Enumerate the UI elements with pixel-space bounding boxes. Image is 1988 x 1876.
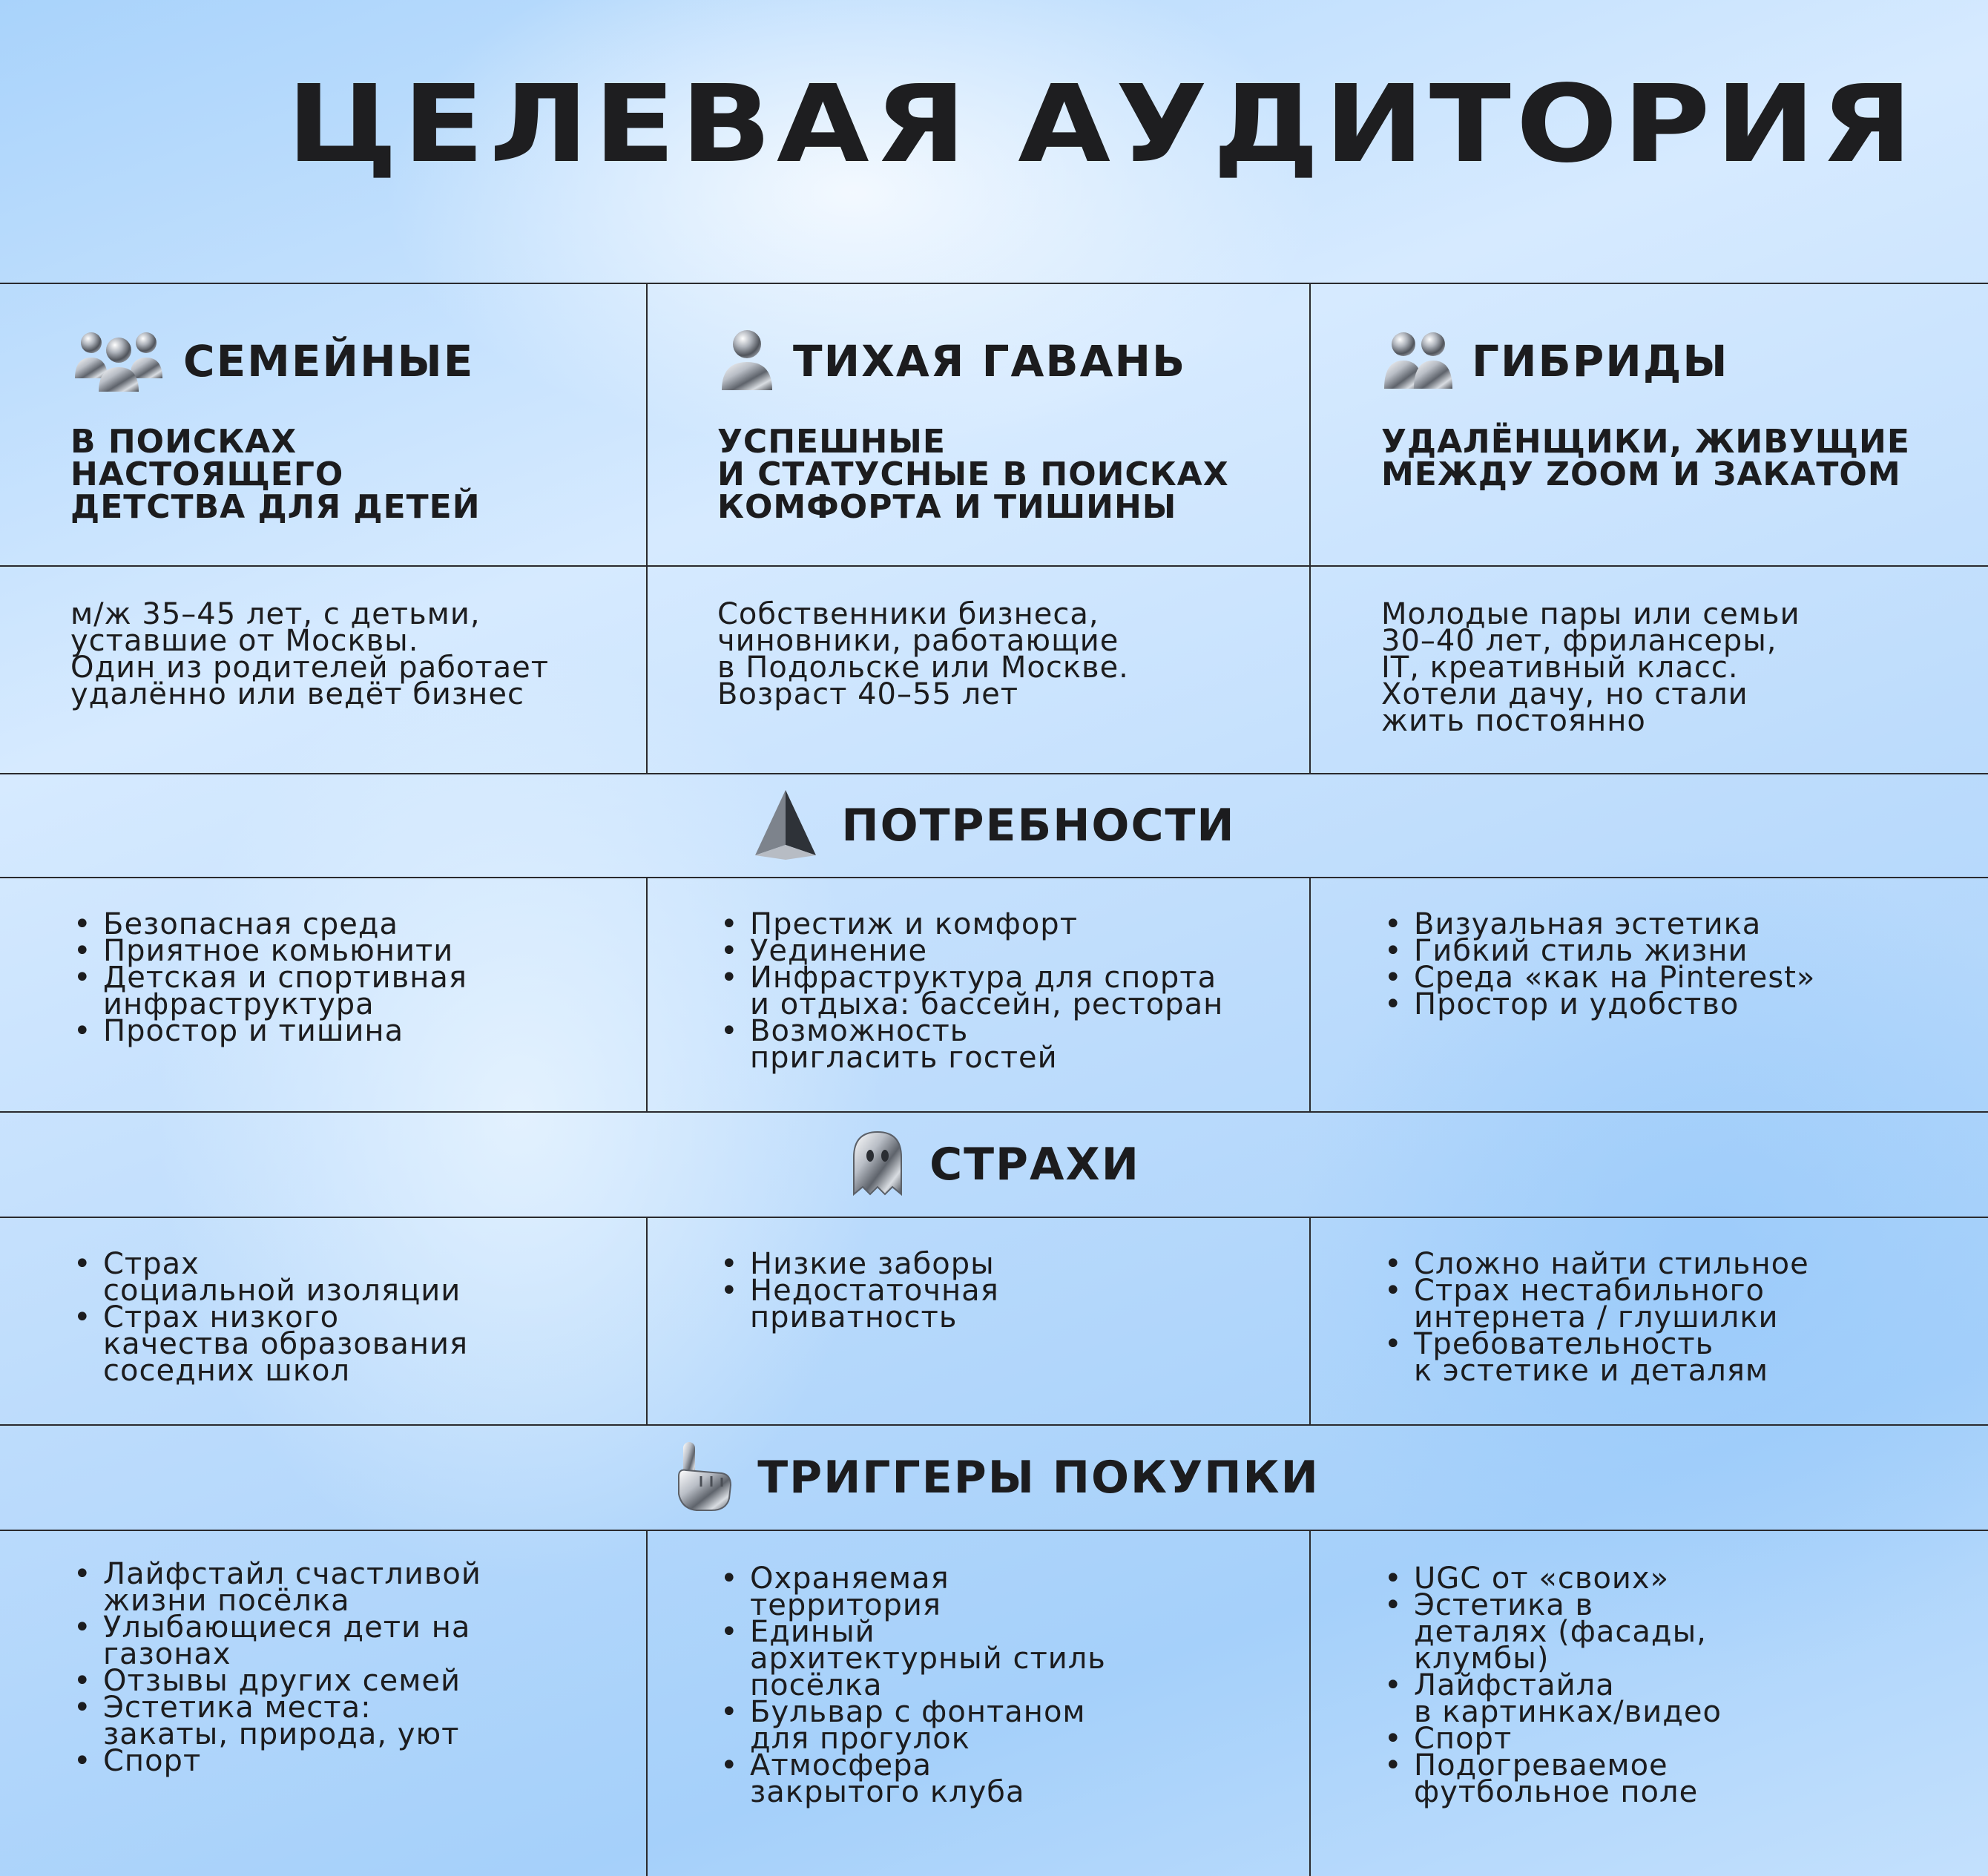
list-item: • Недостаточная приватность <box>717 1277 1303 1331</box>
column-divider <box>1309 1530 1311 1876</box>
divider <box>0 877 1988 878</box>
audience-subtitle: УСПЕШНЫЕ И СТАТУСНЫЕ В ПОИСКАХ КОМФОРТА И ТИШИНЫ <box>717 423 1229 526</box>
list-item: • Страх социальной изоляции <box>70 1251 642 1304</box>
list-item: • Сложно найти стильное <box>1381 1251 1982 1277</box>
divider <box>0 565 1988 567</box>
column-divider <box>646 283 648 774</box>
list-item: • Охраняемая территория <box>717 1565 1303 1619</box>
audience-name: СЕМЕЙНЫЕ <box>183 336 475 386</box>
list-item: • Безопасная среда <box>70 911 642 938</box>
triggers-column-family <box>70 1557 642 1778</box>
list-item: • Лайфстайл счастливой жизни посёлка <box>70 1561 642 1614</box>
list-item: • Гибкий стиль жизни <box>1381 938 1982 964</box>
section-header-needs <box>0 774 1988 877</box>
list-item: • Спорт <box>1381 1725 1982 1752</box>
list-item: • Уединение <box>717 938 1303 964</box>
column-divider <box>1309 1217 1311 1425</box>
list-item: • Спорт <box>70 1748 642 1774</box>
list-item: • Единый архитектурный стиль посёлка <box>717 1619 1303 1699</box>
needs-column-quiet-haven <box>717 907 1303 1075</box>
audience-subtitle: В ПОИСКАХ НАСТОЯЩЕГО ДЕТСТВА ДЛЯ ДЕТЕЙ <box>70 423 481 526</box>
audience-description: м/ж 35–45 лет, с детьми, уставшие от Москвы. Один из родителей работает удалённо или ведёт бизнес <box>70 597 550 711</box>
list-item: • Лайфстайла в картинках/видео <box>1381 1672 1982 1725</box>
fears-column-hybrids <box>1381 1247 1982 1388</box>
list-item: • Требовательность к эстетике и деталям <box>1381 1331 1982 1384</box>
page-title: ЦЕЛЕВАЯ АУДИТОРИЯ <box>286 62 1918 186</box>
list-item: • Среда «как на Pinterest» <box>1381 964 1982 991</box>
section-header-purchase-triggers <box>0 1426 1988 1530</box>
divider <box>0 1530 1988 1531</box>
list-item: • Визуальная эстетика <box>1381 911 1982 938</box>
audience-card-family <box>70 326 634 524</box>
list-item: • Эстетика в деталях (фасады, клумбы) <box>1381 1592 1982 1672</box>
fears-column-family <box>70 1247 642 1388</box>
pointing-hand-icon <box>668 1439 735 1516</box>
list-item: • Престиж и комфорт <box>717 911 1303 938</box>
list-item: • Атмосфера закрытого клуба <box>717 1752 1303 1806</box>
list-item: • Простор и удобство <box>1381 991 1982 1018</box>
list-item: • Низкие заборы <box>717 1251 1303 1277</box>
section-header-fears <box>0 1113 1988 1217</box>
list-item: • Детская и спортивная инфраструктура <box>70 964 642 1018</box>
column-divider <box>1309 283 1311 774</box>
audience-subtitle: УДАЛЁНЩИКИ, ЖИВУЩИЕ МЕЖДУ ZOOM И ЗАКАТОМ <box>1381 423 1910 493</box>
list-item: • Простор и тишина <box>70 1018 642 1044</box>
column-divider <box>646 1530 648 1876</box>
audience-name: ГИБРИДЫ <box>1472 336 1729 386</box>
divider <box>0 1217 1988 1218</box>
fears-column-quiet-haven <box>717 1247 1303 1334</box>
people-group-icon <box>70 326 167 396</box>
person-icon <box>717 326 777 396</box>
ghost-icon <box>848 1129 907 1200</box>
audience-card-quiet-haven <box>717 326 1303 524</box>
triggers-column-quiet-haven <box>717 1561 1303 1809</box>
section-title: ПОТРЕБНОСТИ <box>841 800 1236 852</box>
list-item: • Улыбающиеся дети на газонах <box>70 1614 642 1668</box>
people-pair-icon <box>1381 326 1455 396</box>
list-item: • Отзывы других семей <box>70 1668 642 1694</box>
needs-column-family <box>70 907 642 1048</box>
divider <box>0 283 1988 284</box>
list-item: • Страх низкого качества образования соседних школ <box>70 1304 642 1384</box>
audience-description: Собственники бизнеса, чиновники, работающие в Подольске или Москве. Возраст 40–55 лет <box>717 597 1129 711</box>
section-title: ТРИГГЕРЫ ПОКУПКИ <box>757 1452 1320 1504</box>
list-item: • Возможность пригласить гостей <box>717 1018 1303 1071</box>
audience-card-hybrids <box>1381 326 1982 491</box>
column-divider <box>646 877 648 1112</box>
triggers-column-hybrids <box>1381 1561 1982 1809</box>
list-item: • Эстетика места: закаты, природа, уют <box>70 1694 642 1748</box>
audience-name: ТИХАЯ ГАВАНЬ <box>793 336 1187 386</box>
column-divider <box>1309 877 1311 1112</box>
needs-column-hybrids <box>1381 907 1982 1021</box>
audience-description: Молодые пары или семьи 30–40 лет, фрилансеры, IT, креативный класс. Хотели дачу, но стали жить постоянно <box>1381 597 1800 738</box>
pyramid-icon <box>752 787 819 864</box>
list-item: • UGC от «своих» <box>1381 1565 1982 1592</box>
list-item: • Приятное комьюнити <box>70 938 642 964</box>
list-item: • Подогреваемое футбольное поле <box>1381 1752 1982 1806</box>
list-item: • Инфраструктура для спорта и отдыха: бассейн, ресторан <box>717 964 1303 1018</box>
list-item: • Бульвар с фонтаном для прогулок <box>717 1699 1303 1752</box>
list-item: • Страх нестабильного интернета / глушилки <box>1381 1277 1982 1331</box>
section-title: СТРАХИ <box>929 1139 1140 1191</box>
column-divider <box>646 1217 648 1425</box>
